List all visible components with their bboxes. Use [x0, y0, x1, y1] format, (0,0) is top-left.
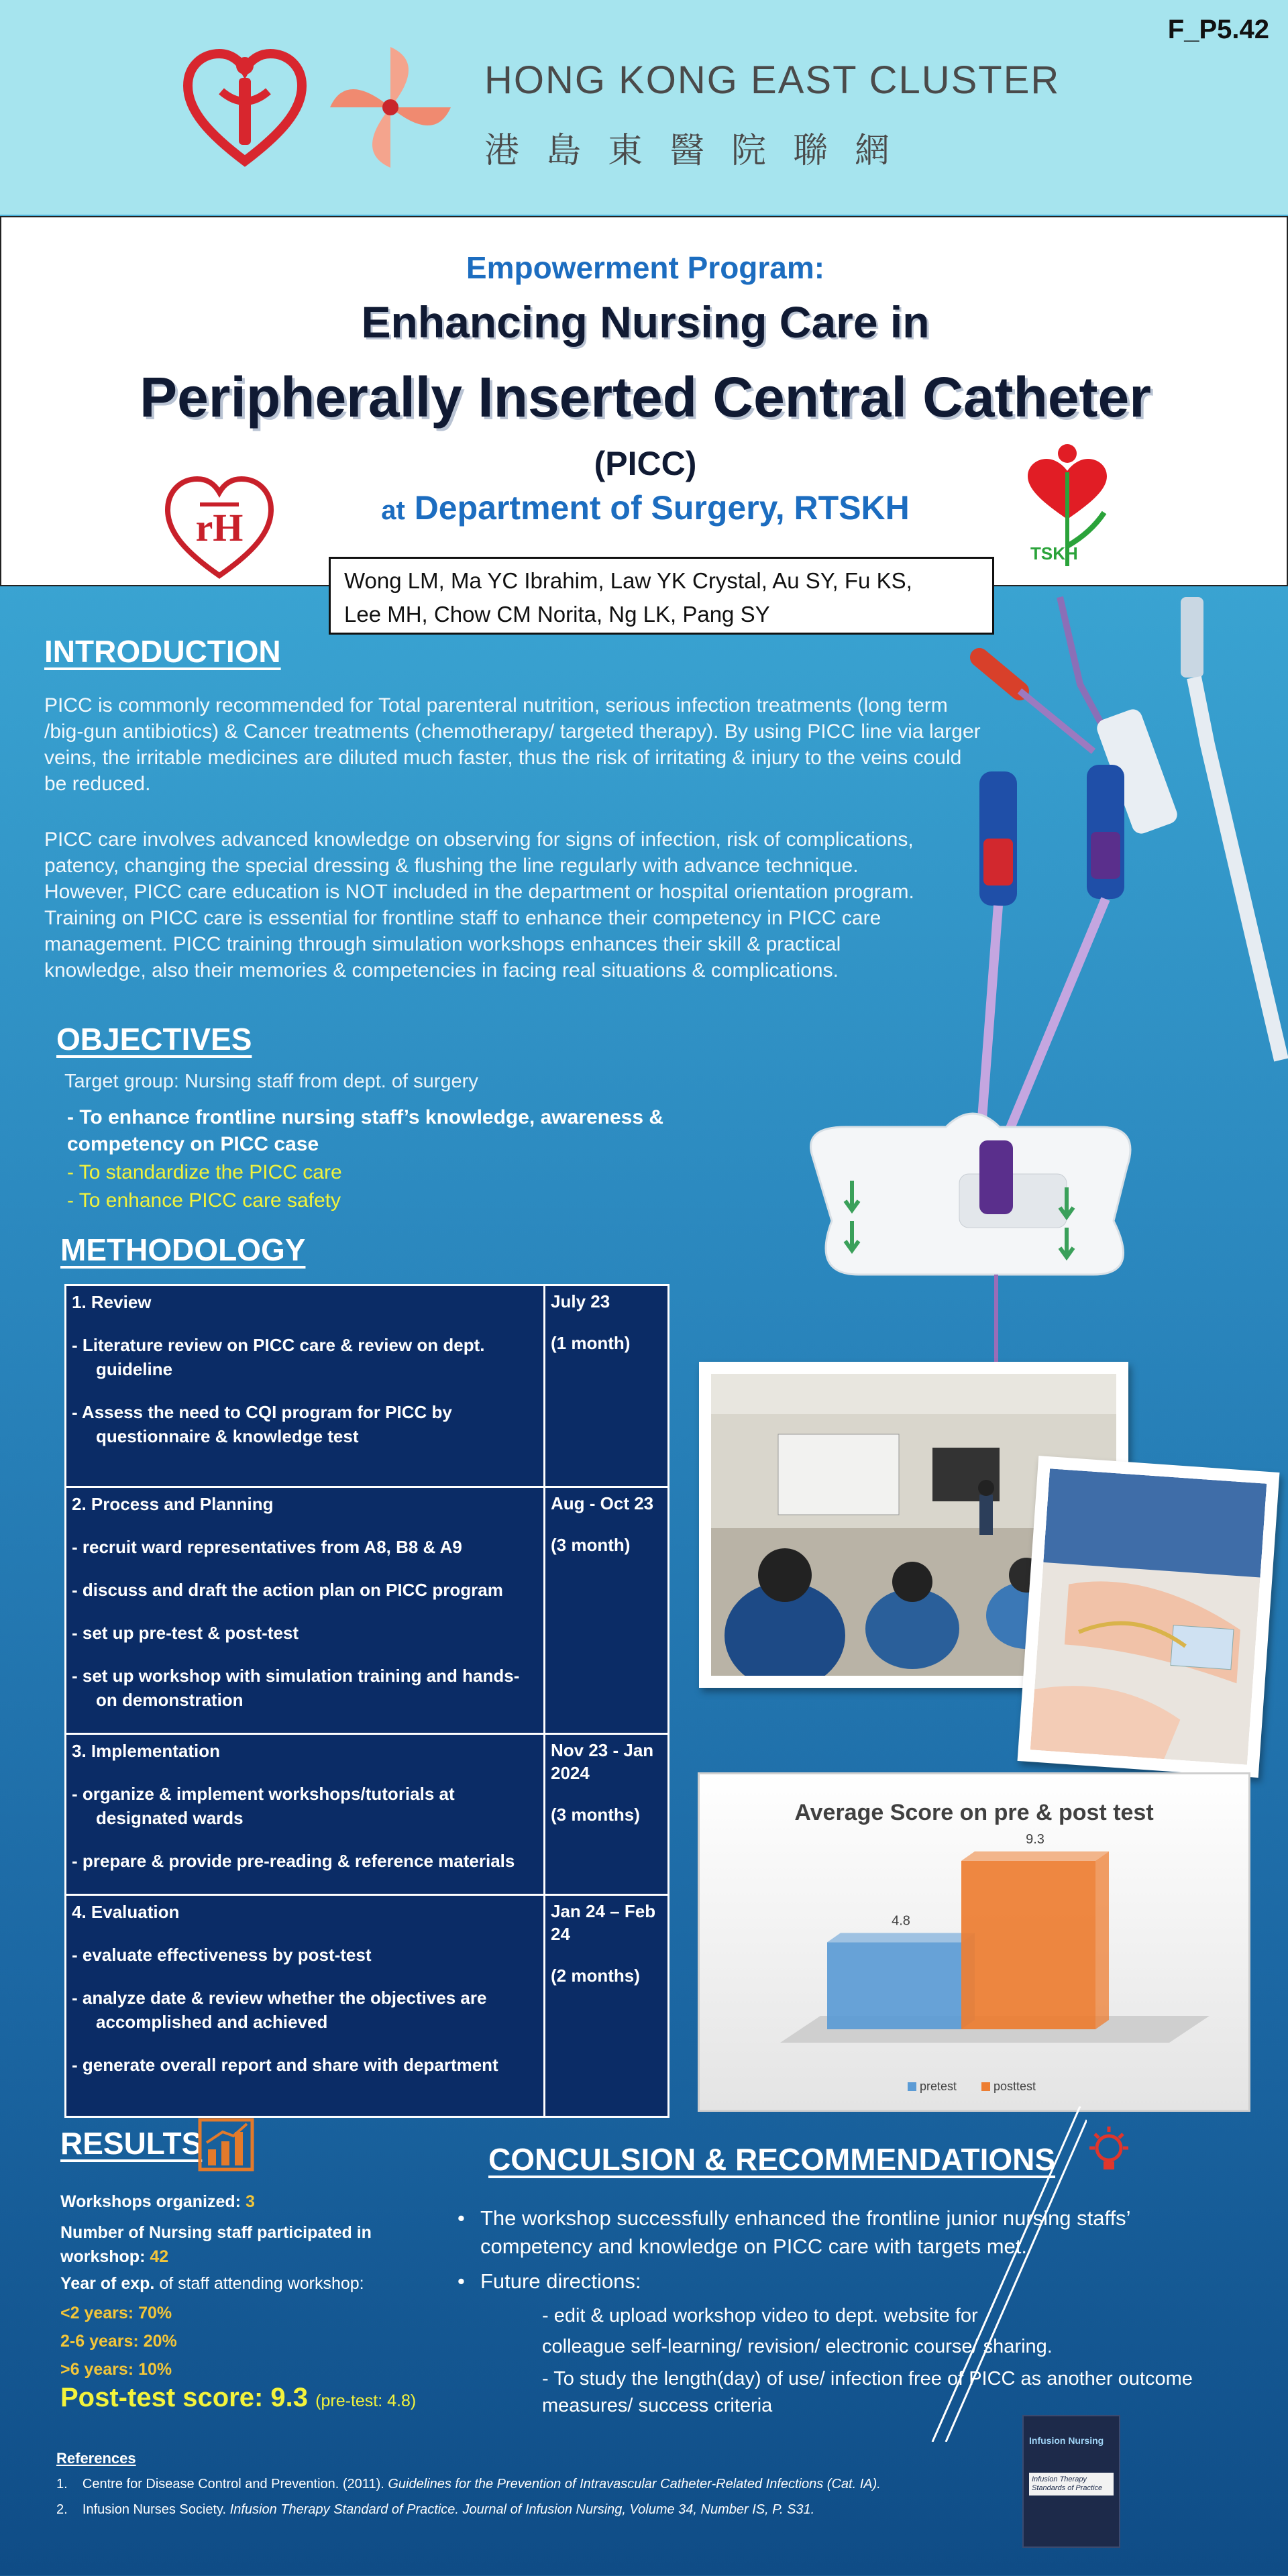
- introduction-paragraph-2: PICC care involves advanced knowledge on observing for signs of infection, risk of complications, patency, changing the special dressing & flushing the line regularly with advance technique. However, PICC care education is NOT included in the department or hospital orientation program. Training on PICC care is essential for frontline staff to enhance their competency in PICC care management. PICC training through simulation workshops enhances their skill & practical knowledge, also their memories & competencies in facing real situations & complications.: [44, 828, 914, 981]
- methodology-step-item: - generate overall report and share with department: [72, 2055, 498, 2075]
- reference-title: Infusion Therapy Standard of Practice. Journal of Infusion Nursing, Volume 34, Number IS, P. S31.: [229, 2502, 815, 2517]
- chart-bar-top-posttest: [961, 1851, 1109, 1861]
- methodology-step-cell: [66, 1488, 545, 1733]
- title-at: at: [381, 496, 405, 525]
- reference-number: 1.: [56, 2477, 68, 2491]
- chart-data-label: 4.8: [892, 1913, 910, 1929]
- methodology-row: [66, 1286, 667, 1488]
- poster-id: F_P5.42: [1167, 15, 1269, 44]
- reference-item-2: [56, 2502, 814, 2518]
- title-line-picc-full: Peripherally Inserted Central Catheter: [140, 366, 1151, 429]
- methodology-duration: (3 month): [551, 1535, 631, 1555]
- results-exp-2-6: 2-6 years: 20%: [60, 2332, 177, 2351]
- results-staff-value: 42: [150, 2247, 169, 2266]
- reference-text: Infusion Nurses Society.: [82, 2502, 227, 2517]
- methodology-step-cell: [66, 1286, 545, 1486]
- objectives-heading: OBJECTIVES: [56, 1022, 252, 1057]
- methodology-row: [66, 1896, 667, 2116]
- results-staff: [60, 2220, 436, 2269]
- methodology-step-title: 4. Evaluation: [72, 1902, 180, 1922]
- results-exp-suffix: of staff attending workshop:: [159, 2274, 364, 2293]
- svg-text:rH: rH: [195, 506, 244, 549]
- introduction-paragraph-1: PICC is commonly recommended for Total parenteral nutrition, serious infection treatments (long term /big-gun antibiotics) & Cancer treatments (chemotherapy/ targeted therapy). By using PICC line via larger veins, the irritable medicines are diluted much faster, thus the risk of irritating & injury to the veins could be reduced.: [44, 694, 981, 795]
- results-staff-label: Number of Nursing staff participated in workshop:: [60, 2223, 372, 2266]
- chart-data-label: 9.3: [1026, 1831, 1044, 1847]
- methodology-step-cell: [66, 1896, 545, 2116]
- results-exp-under-2: <2 years: 70%: [60, 2304, 172, 2322]
- chart-bar-posttest: [961, 1861, 1095, 2029]
- methodology-date: Jan 24 – Feb 24: [551, 1901, 656, 1944]
- bar-chart-icon: [196, 2116, 256, 2174]
- authors-line-2: Lee MH, Chow CM Norita, Ng LK, Pang SY: [344, 602, 770, 627]
- org-name-english: HONG KONG EAST CLUSTER: [484, 58, 1061, 102]
- conclusion-sub-1a: - edit & upload workshop video to dept. website for: [542, 2305, 978, 2326]
- methodology-step-item: - set up pre-test & post-test: [72, 1623, 299, 1643]
- methodology-step-item: - analyze date & review whether the objectives are accomplished and achieved: [72, 1988, 487, 2032]
- methodology-step-item: - Assess the need to CQI program for PICC by questionnaire & knowledge test: [72, 1402, 452, 1446]
- methodology-date: Aug - Oct 23: [551, 1493, 654, 1513]
- methodology-duration: (3 months): [551, 1805, 640, 1825]
- results-heading: RESULTS: [60, 2126, 203, 2161]
- methodology-duration: (2 months): [551, 1966, 640, 1986]
- methodology-step-item: - Literature review on PICC care & review on dept. guideline: [72, 1335, 485, 1379]
- title-line-empowerment: Empowerment Program:: [466, 250, 825, 285]
- results-exp-over-6: >6 years: 10%: [60, 2360, 172, 2379]
- methodology-step-item: - prepare & provide pre-reading & reference materials: [72, 1851, 515, 1871]
- ha-heart-logo-icon: [182, 47, 307, 168]
- objectives-target-group: Target group: Nursing staff from dept. of surgery: [64, 1071, 478, 1092]
- conclusion-bullet-1: The workshop successfully enhanced the frontline junior nursing staffs’ competency and knowledge on PICC care with targets met.: [480, 2206, 1130, 2258]
- chart-legend-label: pretest: [920, 2080, 957, 2093]
- methodology-time-cell: [545, 1488, 667, 1733]
- methodology-time-cell: [545, 1896, 667, 2116]
- conclusion-sub-2: - To study the length(day) of use/ infection free of PICC as another outcome measures/ success criteria: [542, 2368, 1193, 2416]
- lightbulb-icon: [1085, 2124, 1132, 2180]
- chart-bar-pretest: [827, 1942, 961, 2029]
- rh-heart-logo-icon: [162, 474, 276, 581]
- tskh-logo-text: TSKH: [1030, 543, 1078, 564]
- methodology-step-title: 1. Review: [72, 1292, 152, 1312]
- workshop-hands-on-photo: [1018, 1456, 1280, 1778]
- authors-line-1: Wong LM, Ma YC Ibrahim, Law YK Crystal, Au SY, Fu KS,: [344, 568, 912, 593]
- introduction-heading: INTRODUCTION: [44, 634, 281, 669]
- methodology-date: July 23: [551, 1291, 610, 1311]
- methodology-time-cell: [545, 1286, 667, 1486]
- methodology-duration: (1 month): [551, 1333, 631, 1353]
- score-chart-svg: [700, 1774, 1248, 2110]
- journal-name: Infusion Nursing: [1029, 2435, 1104, 2446]
- chart-bar-top-pretest: [827, 1933, 975, 1942]
- methodology-step-title: 3. Implementation: [72, 1741, 221, 1761]
- title-line-enhancing: Enhancing Nursing Care in: [361, 297, 930, 347]
- methodology-heading: METHODOLOGY: [60, 1232, 306, 1267]
- results-score-pre: (pre-test: 4.8): [315, 2392, 417, 2410]
- results-post-test-score: [60, 2383, 416, 2413]
- objective-item-3: - To enhance PICC care safety: [67, 1189, 341, 1212]
- reference-text: Centre for Disease Control and Prevention. (2011).: [82, 2477, 384, 2491]
- methodology-row: [66, 1735, 667, 1896]
- results-exp-prefix: Year of exp.: [60, 2274, 155, 2293]
- chart-title: Average Score on pre & post test: [794, 1800, 1154, 1825]
- results-workshops: [60, 2190, 255, 2214]
- journal-subtitle: Infusion Therapy Standards of Practice: [1029, 2473, 1114, 2496]
- reference-item-1: [56, 2477, 881, 2492]
- org-name-chinese: 港島東醫院聯網: [484, 131, 917, 171]
- bullet-dot: •: [458, 2269, 465, 2293]
- chart-legend-label: posttest: [994, 2080, 1036, 2093]
- results-workshops-value: 3: [245, 2192, 255, 2211]
- methodology-step-item: - organize & implement workshops/tutorials at designated wards: [72, 1784, 455, 1828]
- title-department-name: Department of Surgery, RTSKH: [414, 489, 910, 527]
- methodology-step-item: - recruit ward representatives from A8, B8 & A9: [72, 1537, 462, 1557]
- results-score-label: Post-test score: 9.3: [60, 2383, 309, 2412]
- objective-item-2: - To standardize the PICC care: [67, 1161, 342, 1183]
- methodology-step-item: - discuss and draft the action plan on PICC program: [72, 1580, 503, 1600]
- reference-number: 2.: [56, 2502, 68, 2517]
- methodology-row: [66, 1488, 667, 1735]
- methodology-date: Nov 23 - Jan 2024: [551, 1740, 654, 1783]
- methodology-step-item: - set up workshop with simulation training and hands-on demonstration: [72, 1666, 520, 1710]
- hkec-pinwheel-logo-icon: [326, 43, 455, 172]
- simulation-arm-image: [1030, 1468, 1267, 1765]
- bullet-dot: •: [458, 2206, 465, 2230]
- reference-title: Guidelines for the Prevention of Intravascular Catheter-Related Infections (Cat. IA).: [388, 2477, 881, 2491]
- score-chart: [698, 1772, 1250, 2112]
- methodology-time-cell: [545, 1735, 667, 1894]
- methodology-step-cell: [66, 1735, 545, 1894]
- conclusion-heading: CONCULSION & RECOMMENDATIONS: [488, 2142, 1056, 2177]
- results-workshops-label: Workshops organized:: [60, 2192, 241, 2211]
- methodology-step-title: 2. Process and Planning: [72, 1494, 274, 1514]
- results-experience-label: [60, 2271, 364, 2296]
- conclusion-bullet-2: Future directions:: [480, 2269, 641, 2293]
- methodology-step-item: - evaluate effectiveness by post-test: [72, 1945, 372, 1965]
- chart-bar-side-posttest: [1095, 1851, 1109, 2029]
- journal-cover-image: [1022, 2415, 1120, 2548]
- title-box: [0, 216, 1288, 586]
- chart-legend-swatch: [981, 2082, 990, 2091]
- title-line-picc-abbr: (PICC): [594, 445, 697, 482]
- chart-legend-swatch: [908, 2082, 916, 2091]
- methodology-table: [64, 1284, 669, 2118]
- references-heading: References: [56, 2450, 136, 2467]
- conclusion-sub-1b: colleague self-learning/ revision/ electronic course/ sharing.: [542, 2336, 1053, 2357]
- objective-item-1: - To enhance frontline nursing staff’s knowledge, awareness & competency on PICC case: [67, 1106, 664, 1155]
- header-banner: [0, 0, 1288, 215]
